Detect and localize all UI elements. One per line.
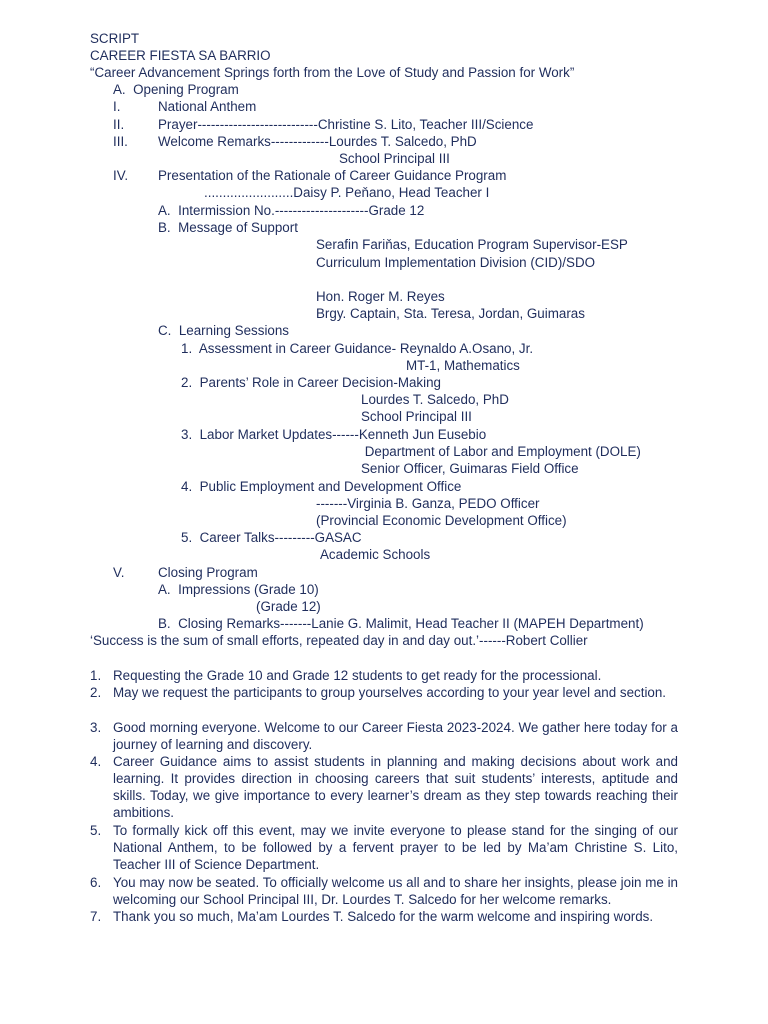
session-2-position: School Principal III: [361, 409, 472, 424]
item-ii-number: II.: [113, 117, 125, 132]
script-heading: SCRIPT: [90, 31, 140, 46]
session-3-position: Senior Officer, Guimaras Field Office: [361, 461, 579, 476]
support-speaker-2: Hon. Roger M. Reyes: [316, 289, 445, 304]
session-2-speaker: Lourdes T. Salcedo, PhD: [361, 392, 509, 407]
script-line-text: Good morning everyone. Welcome to our Career Fiesta 2023-2024. We gather here today for a journey of learning and discovery.: [113, 720, 678, 752]
script-line-text: Requesting the Grade 10 and Grade 12 students to get ready for the processional.: [113, 668, 602, 683]
item-iv-text: Presentation of the Rationale of Career Guidance Program: [158, 168, 507, 183]
impressions-grade-12: (Grade 12): [256, 599, 321, 614]
session-5-subtitle: Academic Schools: [320, 547, 431, 562]
message-of-support: B. Message of Support: [158, 220, 298, 235]
event-title: CAREER FIESTA SA BARRIO: [90, 48, 271, 63]
event-theme: “Career Advancement Springs forth from the Love of Study and Passion for Work”: [90, 65, 575, 80]
session-4-speaker: -------Virginia B. Ganza, PEDO Officer: [316, 496, 540, 511]
support-speaker-1: Serafin Fariňas, Education Program Supervisor-ESP: [316, 237, 628, 252]
impressions: A. Impressions (Grade 10): [158, 582, 319, 597]
learning-sessions-heading: C. Learning Sessions: [158, 323, 290, 338]
item-iv-presenter: ........................Daisy P. Peňano, Head Teacher I: [204, 185, 490, 200]
session-1: 1. Assessment in Career Guidance- Reynaldo A.Osano, Jr.: [181, 341, 534, 356]
script-line-number: 1.: [90, 668, 102, 683]
session-5: 5. Career Talks---------GASAC: [181, 530, 362, 545]
script-line-number: 5.: [90, 823, 102, 838]
item-iii-subtitle: School Principal III: [339, 151, 450, 166]
script-line-number: 3.: [90, 720, 102, 735]
session-3: 3. Labor Market Updates------Kenneth Jun Eusebio: [181, 427, 487, 442]
script-line-text: You may now be seated. To officially welcome us all and to share her insights, please join me in welcoming our School Principal III, Dr. Lourdes T. Salcedo for her welcome remarks.: [113, 875, 678, 907]
item-i-text: National Anthem: [158, 99, 257, 114]
session-4-office: (Provincial Economic Development Office): [316, 513, 567, 528]
quote: ‘Success is the sum of small efforts, repeated day in and day out.’------Robert Collier: [90, 633, 588, 648]
item-v-number: V.: [113, 565, 125, 580]
script-line-text: May we request the participants to group yourselves according to your year level and section.: [113, 685, 667, 700]
script-line-text: Thank you so much, Ma’am Lourdes T. Salcedo for the warm welcome and inspiring words.: [113, 909, 654, 924]
script-line-number: 7.: [90, 909, 102, 924]
script-line-number: 2.: [90, 685, 102, 700]
item-iv-number: IV.: [113, 168, 129, 183]
intermission: A. Intermission No.---------------------Grade 12: [158, 203, 425, 218]
session-2: 2. Parents’ Role in Career Decision-Making: [181, 375, 441, 390]
support-speaker-2-office: Brgy. Captain, Sta. Teresa, Jordan, Guimaras: [316, 306, 585, 321]
session-4: 4. Public Employment and Development Office: [181, 479, 462, 494]
script-line-text: Career Guidance aims to assist students in planning and making decisions about work and learning. It provides direction in choosing careers that suit students’ interests, aptitude and skills. Today, we give importance to every learner’s dream as they step towards reaching their ambitions.: [113, 754, 678, 820]
session-1-subtitle: MT-1, Mathematics: [406, 358, 520, 373]
support-speaker-1-office: Curriculum Implementation Division (CID)/SDO: [316, 255, 596, 270]
item-v-text: Closing Program: [158, 565, 258, 580]
item-ii-text: Prayer---------------------------Christine S. Lito, Teacher III/Science: [158, 117, 534, 132]
item-iii-number: III.: [113, 134, 128, 149]
script-line-text: To formally kick off this event, may we invite everyone to please stand for the singing of our National Anthem, to be followed by a fervent prayer to be led by Ma’am Christine S. Lito, Teacher III of Science Department.: [113, 823, 678, 872]
item-iii-text: Welcome Remarks-------------Lourdes T. Salcedo, PhD: [158, 134, 477, 149]
script-line-number: 4.: [90, 754, 102, 769]
opening-program-heading: A. Opening Program: [113, 82, 239, 97]
session-3-agency: Department of Labor and Employment (DOLE): [361, 444, 641, 459]
closing-remarks: B. Closing Remarks-------Lanie G. Malimit, Head Teacher II (MAPEH Department): [158, 616, 644, 631]
item-i-number: I.: [113, 99, 121, 114]
script-line-number: 6.: [90, 875, 102, 890]
